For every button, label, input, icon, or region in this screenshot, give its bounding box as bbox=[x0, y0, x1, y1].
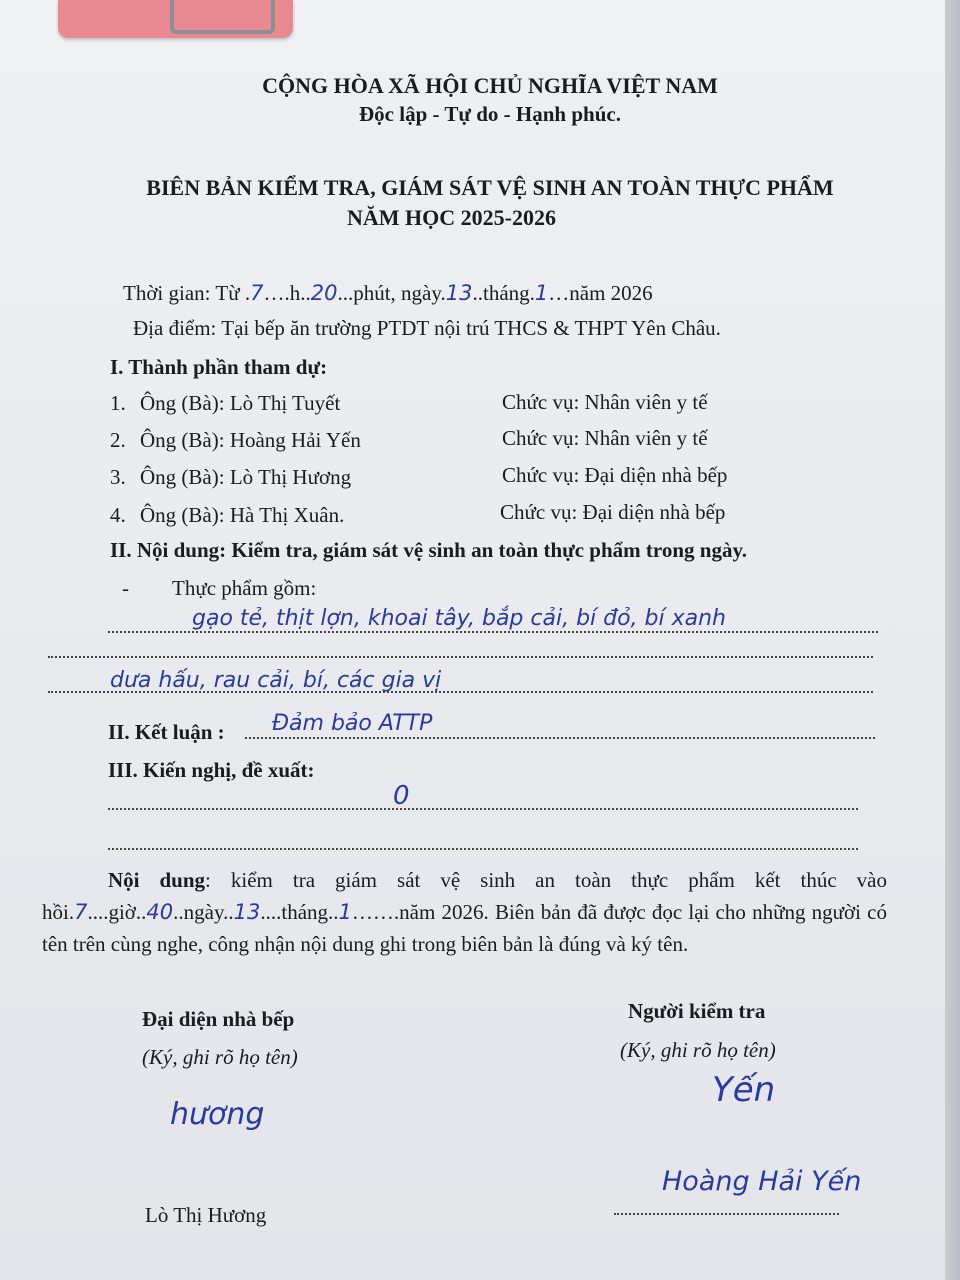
hw-end-minute: 40 bbox=[146, 900, 174, 924]
dotted-line bbox=[108, 848, 858, 850]
hw-food-line1: gạo tẻ, thịt lợn, khoai tây, bắp cải, bí đỏ, bí xanh bbox=[192, 606, 727, 631]
hw-end-month: 1 bbox=[338, 900, 352, 924]
food-bullet: - bbox=[122, 576, 129, 600]
dotted-line bbox=[48, 656, 873, 658]
closing-text1: : kiểm tra giám sát vệ sinh an toàn thực phẩm kết thúc vào bbox=[205, 868, 887, 892]
document-title: BIÊN BẢN KIỂM TRA, GIÁM SÁT VỆ SINH AN TOÀN THỰC PHẨM bbox=[146, 175, 834, 200]
member-num: 1. bbox=[110, 391, 126, 415]
hw-food-line2: dưa hấu, rau cải, bí, các gia vị bbox=[110, 668, 442, 693]
section1-heading: I. Thành phần tham dự: bbox=[110, 355, 328, 379]
member-name: Ông (Bà): Lò Thị Tuyết bbox=[140, 391, 341, 415]
motto: Độc lập - Tự do - Hạnh phúc. bbox=[359, 102, 621, 126]
left-signature: hương bbox=[170, 1097, 265, 1132]
left-signer-name: Lò Thị Hương bbox=[145, 1203, 267, 1227]
dotted-line bbox=[108, 808, 858, 810]
left-signer-title: Đại diện nhà bếp bbox=[142, 1007, 295, 1031]
dotted-line bbox=[614, 1213, 839, 1215]
member-num: 3. bbox=[110, 465, 126, 489]
right-signer-note: (Ký, ghi rõ họ tên) bbox=[620, 1038, 776, 1062]
dotted-line bbox=[245, 737, 875, 739]
food-label: Thực phẩm gồm: bbox=[172, 576, 317, 600]
left-signer-note: (Ký, ghi rõ họ tên) bbox=[142, 1045, 298, 1069]
country-header: CỘNG HÒA XÃ HỘI CHỦ NGHĨA VIỆT NAM bbox=[262, 73, 718, 98]
closing-label: Nội dung bbox=[108, 868, 206, 892]
closing-text2: năm 2026. Biên bản đã được đọc lại cho những người có tên trên cùng nghe, công nhận nội dung ghi trong biên bản là đúng và ký tên. bbox=[42, 900, 887, 956]
member-name: Ông (Bà): Hà Thị Xuân. bbox=[140, 503, 345, 527]
hw-recommendation: 0 bbox=[393, 781, 410, 811]
right-signature: Yến bbox=[712, 1070, 776, 1110]
hw-minute: 20 bbox=[310, 281, 338, 305]
section3-heading: III. Kiến nghị, đề xuất: bbox=[108, 758, 315, 782]
hw-month: 1 bbox=[534, 281, 549, 305]
member-num: 4. bbox=[110, 503, 126, 527]
hw-hour: 7 bbox=[250, 281, 264, 305]
hw-end-day: 13 bbox=[233, 900, 261, 924]
right-signer-title: Người kiểm tra bbox=[628, 999, 766, 1023]
hw-end-hour: 7 bbox=[74, 900, 88, 924]
member-role: Chức vụ: Nhân viên y tế bbox=[502, 426, 708, 450]
time-line: Thời gian: Từ .7….h..20...phút, ngày.13..tháng.1…năm 2026 bbox=[123, 281, 653, 305]
member-role: Chức vụ: Nhân viên y tế bbox=[502, 390, 708, 414]
conclusion-label: II. Kết luận : bbox=[108, 720, 225, 744]
closing-paragraph: Nội dung: kiểm tra giám sát vệ sinh an toàn thực phẩm kết thúc vào hồi.7....giờ..40..ngày..13....tháng..1…….năm 2026. Biên bản đã được đọc lại cho những người có tên trên cùng nghe, công nhận nội dung ghi trong biên bản là đúng và ký tên. bbox=[42, 868, 887, 956]
member-num: 2. bbox=[110, 428, 126, 452]
hw-day: 13 bbox=[445, 281, 473, 305]
member-role: Chức vụ: Đại diện nhà bếp bbox=[502, 463, 728, 487]
member-name: Ông (Bà): Lò Thị Hương bbox=[140, 465, 352, 489]
document-subtitle: NĂM HỌC 2025-2026 bbox=[347, 205, 556, 230]
right-signer-name: Hoàng Hải Yến bbox=[662, 1166, 862, 1197]
dotted-line bbox=[108, 631, 878, 633]
time-prefix: Thời gian: Từ bbox=[123, 281, 240, 305]
member-name: Ông (Bà): Hoàng Hải Yến bbox=[140, 428, 361, 452]
binder-clip-wire bbox=[170, 0, 275, 34]
member-role: Chức vụ: Đại diện nhà bếp bbox=[500, 500, 726, 524]
hw-conclusion: Đảm bảo ATTP bbox=[272, 711, 433, 736]
section2-heading: II. Nội dung: Kiểm tra, giám sát vệ sinh an toàn thực phẩm trong ngày. bbox=[110, 538, 748, 562]
location: Địa điểm: Tại bếp ăn trường PTDT nội trú THCS & THPT Yên Châu. bbox=[133, 316, 721, 340]
time-year: năm 2026 bbox=[569, 281, 653, 305]
binder-clip bbox=[58, 0, 293, 38]
